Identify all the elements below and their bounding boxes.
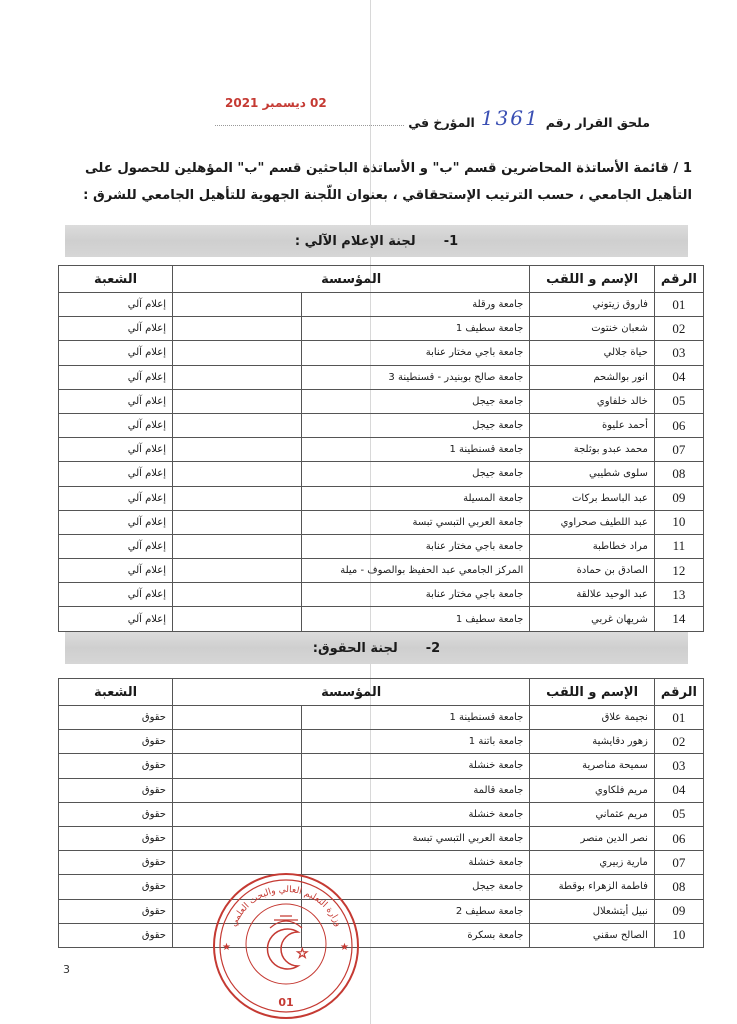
table-row [59, 923, 704, 947]
row-empty-cell [173, 389, 302, 413]
table-row [59, 486, 704, 510]
column-header-num: الرقم [654, 266, 703, 293]
table-row [59, 389, 704, 413]
row-empty-cell [172, 778, 301, 802]
dated-label: المؤرخ في [408, 115, 475, 130]
row-institution: جامعة خنشلة [302, 851, 530, 875]
table-header-row [59, 266, 704, 293]
seal-star-right-icon: ★ [340, 942, 349, 953]
row-name: الصادق بن حمادة [530, 559, 655, 583]
row-name: الصالح سقني [530, 923, 655, 947]
row-number: 05 [654, 389, 703, 413]
row-number: 12 [654, 559, 703, 583]
row-empty-cell [173, 293, 302, 317]
seal-number: 01 [278, 996, 294, 1009]
column-header-name: الإسم و اللقب [530, 679, 655, 706]
row-name: أحمد عليوة [530, 413, 655, 437]
table-header-row [59, 679, 704, 706]
row-institution: المركز الجامعي عبد الحفيظ بوالصوف - ميلة [302, 559, 530, 583]
table-row [59, 583, 704, 607]
row-empty-cell [172, 706, 301, 730]
intro-line-1: 1 / قائمة الأساتذة المحاضرين قسم "ب" و الأساتذة الباحثين قسم "ب" المؤهلين للحصول على [85, 161, 692, 176]
row-empty-cell [173, 607, 302, 631]
intro-line-2: التأهيل الجامعي ، حسب الترتيب الإستحقاقي ، بعنوان اللّجنة الجهوية للتأهيل الجامعي للشرق : [83, 188, 692, 203]
row-branch: حقوق [59, 875, 173, 899]
row-name: مراد خطاطبة [530, 534, 655, 558]
committee-title: لجنة الإعلام الآلي : [294, 233, 416, 249]
row-name: فاطمة الزهراء بوقطة [530, 875, 655, 899]
row-institution: جامعة باجي مختار عنابة [302, 341, 530, 365]
table-row [59, 899, 704, 923]
row-number: 03 [654, 754, 703, 778]
row-branch: حقوق [59, 706, 173, 730]
row-number: 09 [654, 899, 703, 923]
row-branch: إعلام آلي [59, 583, 173, 607]
row-name: سلوى شطيبي [530, 462, 655, 486]
row-branch: إعلام آلي [59, 389, 173, 413]
row-branch: إعلام آلي [59, 293, 173, 317]
row-empty-cell [173, 438, 302, 462]
row-number: 10 [654, 510, 703, 534]
row-empty-cell [173, 534, 302, 558]
row-number: 13 [654, 583, 703, 607]
row-number: 08 [654, 875, 703, 899]
row-branch: إعلام آلي [59, 559, 173, 583]
row-empty-cell [172, 826, 301, 850]
row-branch: إعلام آلي [59, 486, 173, 510]
column-header-branch: الشعبة [59, 679, 173, 706]
row-empty-cell [173, 413, 302, 437]
column-header-name: الإسم و اللقب [530, 266, 655, 293]
seal-inner-ring [220, 880, 352, 1012]
row-number: 11 [654, 534, 703, 558]
row-name: زهور دقايشية [530, 730, 655, 754]
seal-crescent-icon [267, 929, 298, 969]
row-number: 03 [654, 341, 703, 365]
row-institution: جامعة العربي التبسي تبسة [302, 510, 530, 534]
row-branch: إعلام آلي [59, 534, 173, 558]
row-institution: جامعة قسنطينة 1 [302, 706, 530, 730]
decision-number: 1361 [480, 106, 540, 130]
table-row [59, 293, 704, 317]
table-row [59, 438, 704, 462]
table-row [59, 317, 704, 341]
column-header-institution: المؤسسة [172, 679, 529, 706]
row-name: شعبان خنتوت [530, 317, 655, 341]
table-row [59, 559, 704, 583]
row-name: نجيمة علاق [530, 706, 655, 730]
committee-number: -1 [443, 233, 459, 249]
row-name: شريهان غربي [530, 607, 655, 631]
table-row [59, 607, 704, 631]
row-number: 05 [654, 802, 703, 826]
row-empty-cell [173, 583, 302, 607]
row-branch: حقوق [59, 851, 173, 875]
row-number: 08 [654, 462, 703, 486]
row-number: 06 [654, 413, 703, 437]
row-empty-cell [173, 559, 302, 583]
intro-paragraph [62, 155, 692, 209]
row-branch: حقوق [59, 730, 173, 754]
row-branch: حقوق [59, 778, 173, 802]
row-name: خالد خلفاوي [530, 389, 655, 413]
row-institution: جامعة باجي مختار عنابة [302, 583, 530, 607]
row-number: 06 [654, 826, 703, 850]
row-name: فاروق زيتوني [530, 293, 655, 317]
row-institution: جامعة باجي مختار عنابة [302, 534, 530, 558]
row-institution: جامعة قسنطينة 1 [302, 438, 530, 462]
row-empty-cell [173, 486, 302, 510]
stamp-date: 02 ديسمبر 2021 [225, 96, 327, 110]
row-number: 04 [654, 365, 703, 389]
row-empty-cell [173, 462, 302, 486]
row-number: 07 [654, 851, 703, 875]
committee-heading-computing [65, 225, 688, 257]
row-institution: جامعة بسكرة [302, 923, 530, 947]
table-row [59, 510, 704, 534]
row-empty-cell [173, 365, 302, 389]
row-institution: جامعة جيجل [302, 389, 530, 413]
column-header-branch: الشعبة [59, 266, 173, 293]
row-name: عبد الباسط بركات [530, 486, 655, 510]
row-empty-cell [172, 754, 301, 778]
row-institution: جامعة ورقلة [302, 293, 530, 317]
law-committee-table [58, 678, 704, 948]
table-row [59, 875, 704, 899]
row-branch: إعلام آلي [59, 510, 173, 534]
row-branch: حقوق [59, 899, 173, 923]
row-name: نصر الدين منصر [530, 826, 655, 850]
row-branch: إعلام آلي [59, 607, 173, 631]
table-row [59, 754, 704, 778]
seal-star-icon: ☆ [296, 946, 309, 962]
table-row [59, 706, 704, 730]
row-branch: إعلام آلي [59, 365, 173, 389]
row-branch: حقوق [59, 923, 173, 947]
row-institution: جامعة قالمة [302, 778, 530, 802]
row-name: مارية زبيري [530, 851, 655, 875]
row-institution: جامعة جيجل [302, 462, 530, 486]
row-name: حياة جلالي [530, 341, 655, 365]
row-name: عبد الوحيد علالقة [530, 583, 655, 607]
row-institution: جامعة صالح بوبنيدر - قسنطينة 3 [302, 365, 530, 389]
row-name: مريم عثماني [530, 802, 655, 826]
column-header-institution: المؤسسة [173, 266, 530, 293]
row-number: 04 [654, 778, 703, 802]
date-dotted-line [215, 125, 404, 126]
row-institution: جامعة العربي التبسي تبسة [302, 826, 530, 850]
row-number: 02 [654, 730, 703, 754]
row-name: مريم فلكاوي [530, 778, 655, 802]
row-number: 02 [654, 317, 703, 341]
row-institution: جامعة خنشلة [302, 802, 530, 826]
row-number: 09 [654, 486, 703, 510]
document-header [215, 104, 650, 130]
table-row [59, 826, 704, 850]
row-number: 07 [654, 438, 703, 462]
seal-text: وزارة التعليم العالي والبحث العلمي [228, 884, 344, 929]
row-name: محمد عبدو بوثلجة [530, 438, 655, 462]
seal-star-left-icon: ★ [222, 942, 231, 953]
column-header-num: الرقم [654, 679, 703, 706]
row-name: انور بوالشحم [530, 365, 655, 389]
row-branch: إعلام آلي [59, 317, 173, 341]
ministry-seal-stamp [210, 870, 362, 1022]
row-number: 01 [654, 293, 703, 317]
row-branch: إعلام آلي [59, 462, 173, 486]
table-row [59, 365, 704, 389]
row-number: 01 [654, 706, 703, 730]
row-empty-cell [172, 802, 301, 826]
committee-number: -2 [425, 640, 441, 656]
row-institution: جامعة جيجل [302, 875, 530, 899]
table-row [59, 851, 704, 875]
row-institution: جامعة سطيف 2 [302, 899, 530, 923]
row-institution: جامعة المسيلة [302, 486, 530, 510]
table-row [59, 413, 704, 437]
row-institution: جامعة سطيف 1 [302, 607, 530, 631]
row-institution: جامعة سطيف 1 [302, 317, 530, 341]
row-branch: حقوق [59, 754, 173, 778]
seal-sun-icon [270, 916, 302, 928]
row-empty-cell [173, 341, 302, 365]
row-institution: جامعة خنشلة [302, 754, 530, 778]
table-row [59, 778, 704, 802]
table-row [59, 802, 704, 826]
row-name: نبيل أيتشعلال [530, 899, 655, 923]
row-name: سميحة مناصرية [530, 754, 655, 778]
table-row [59, 462, 704, 486]
row-branch: إعلام آلي [59, 438, 173, 462]
table-row [59, 534, 704, 558]
table-row [59, 730, 704, 754]
row-institution: جامعة باتنة 1 [302, 730, 530, 754]
committee-heading-law [65, 632, 688, 664]
row-empty-cell [172, 730, 301, 754]
row-number: 14 [654, 607, 703, 631]
committee-title: لجنة الحقوق: [312, 640, 398, 656]
row-branch: حقوق [59, 802, 173, 826]
decision-label: ملحق القرار رقم [545, 115, 650, 130]
row-branch: إعلام آلي [59, 341, 173, 365]
row-number: 10 [654, 923, 703, 947]
table-row [59, 341, 704, 365]
row-empty-cell [173, 317, 302, 341]
page-number: 3 [63, 963, 70, 976]
row-empty-cell [173, 510, 302, 534]
row-institution: جامعة جيجل [302, 413, 530, 437]
row-branch: إعلام آلي [59, 413, 173, 437]
row-name: عبد اللطيف صحراوي [530, 510, 655, 534]
row-branch: حقوق [59, 826, 173, 850]
computing-committee-table [58, 265, 704, 632]
